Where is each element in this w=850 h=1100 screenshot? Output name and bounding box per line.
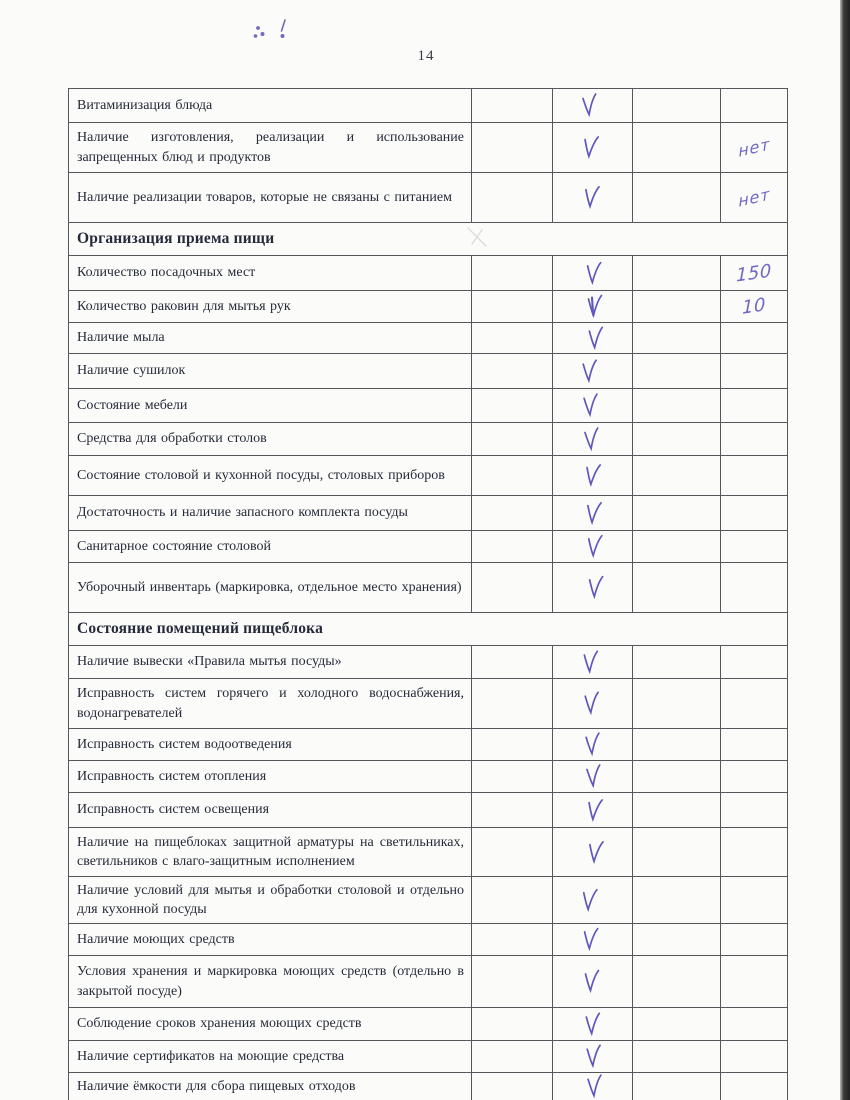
handwritten-check-icon (585, 575, 605, 600)
item-label: Исправность систем освещения (69, 793, 472, 828)
handwritten-check-icon (584, 797, 606, 823)
note-cell (721, 761, 788, 793)
note-cell (721, 531, 788, 563)
empty-cell (472, 423, 553, 456)
empty-cell (633, 1073, 721, 1100)
item-label: Санитарное состояние столовой (69, 531, 472, 563)
empty-cell (633, 496, 721, 531)
item-label: Витаминизация блюда (69, 89, 472, 123)
check-cell (553, 389, 633, 423)
empty-cell (472, 496, 553, 531)
checklist-table (68, 88, 788, 1100)
handwritten-check-icon (579, 92, 601, 118)
table-row (69, 828, 788, 877)
empty-cell (472, 646, 553, 679)
section-row (69, 223, 788, 256)
checklist-body (69, 89, 788, 1100)
handwritten-check-icon (581, 184, 602, 210)
empty-cell (472, 389, 553, 423)
handwritten-check-icon (582, 969, 602, 994)
table-row (69, 1008, 788, 1041)
handwritten-check-icon (580, 134, 602, 160)
empty-cell (472, 956, 553, 1008)
item-label: Наличие ёмкости для сбора пищевых отходов (69, 1073, 472, 1100)
handwritten-check-icon (583, 763, 605, 789)
check-cell (553, 828, 633, 877)
table-row (69, 761, 788, 793)
empty-cell (633, 389, 721, 423)
note-cell (721, 729, 788, 761)
ink-scribble-icon (238, 10, 298, 50)
handwritten-check-icon (579, 887, 600, 913)
check-cell (553, 256, 633, 291)
empty-cell (472, 323, 553, 354)
note-cell (721, 793, 788, 828)
item-label: Состояние мебели (69, 389, 472, 423)
note-cell (721, 423, 788, 456)
handwritten-note: 150 (736, 259, 772, 287)
item-label: Наличие изготовления, реализации и использование запрещенных блюд и продуктов (69, 123, 472, 173)
item-label: Исправность систем горячего и холодного водоснабжения, водонагревателей (69, 679, 472, 729)
check-cell (553, 877, 633, 924)
note-cell (721, 354, 788, 389)
item-label: Наличие условий для мытья и обработки столовой и отдельно для кухонной посуды (69, 877, 472, 924)
note-cell (721, 89, 788, 123)
item-label: Средства для обработки столов (69, 423, 472, 456)
handwritten-check-icon (579, 358, 600, 384)
table-row (69, 496, 788, 531)
empty-cell (633, 679, 721, 729)
table-row (69, 924, 788, 956)
item-label: Условия хранения и маркировка моющих средств (отдельно в закрытой посуде) (69, 956, 472, 1008)
table-row (69, 729, 788, 761)
item-label: Наличие на пищеблоках защитной арматуры на светильниках, светильников с влаго-защитным исполнением (69, 828, 472, 877)
table-row (69, 1041, 788, 1073)
table-row (69, 956, 788, 1008)
empty-cell (633, 1008, 721, 1041)
note-cell (721, 1008, 788, 1041)
handwritten-check-icon (580, 392, 601, 418)
check-cell (553, 793, 633, 828)
table-row (69, 323, 788, 354)
note-cell (721, 924, 788, 956)
item-label: Количество посадочных мест (69, 256, 472, 291)
note-cell (721, 1041, 788, 1073)
empty-cell (633, 531, 721, 563)
check-cell (553, 1008, 633, 1041)
note-cell (721, 496, 788, 531)
item-label: Наличие сушилок (69, 354, 472, 389)
table-row (69, 89, 788, 123)
empty-cell (472, 354, 553, 389)
check-cell (553, 123, 633, 173)
handwritten-note: нет (737, 133, 771, 161)
handwritten-check-icon (582, 1011, 602, 1036)
note-cell (721, 828, 788, 877)
note-cell (721, 563, 788, 613)
empty-cell (472, 563, 553, 613)
check-cell (553, 679, 633, 729)
check-cell (553, 761, 633, 793)
item-label: Количество раковин для мытья рук (69, 291, 472, 323)
empty-cell (633, 256, 721, 291)
check-cell (553, 924, 633, 956)
note-cell (721, 646, 788, 679)
empty-cell (633, 423, 721, 456)
empty-cell (633, 123, 721, 173)
section-header: Организация приема пищи (69, 223, 788, 256)
empty-cell (633, 646, 721, 679)
empty-cell (633, 793, 721, 828)
item-label: Состояние столовой и кухонной посуды, столовых приборов (69, 456, 472, 496)
table-row (69, 877, 788, 924)
check-cell (553, 646, 633, 679)
empty-cell (472, 173, 553, 223)
empty-cell (633, 877, 721, 924)
empty-cell (633, 1041, 721, 1073)
item-label: Наличие вывески «Правила мытья посуды» (69, 646, 472, 679)
item-label: Наличие сертификатов на моющие средства (69, 1041, 472, 1073)
note-cell (721, 323, 788, 354)
empty-cell (472, 924, 553, 956)
note-cell (721, 1073, 788, 1100)
empty-cell (472, 456, 553, 496)
table-row (69, 531, 788, 563)
table-row (69, 389, 788, 423)
table-row (69, 173, 788, 223)
handwritten-check-icon (581, 691, 602, 717)
item-label: Уборочный инвентарь (маркировка, отдельное место хранения) (69, 563, 472, 613)
note-cell (721, 291, 788, 323)
handwritten-check-icon (585, 839, 606, 865)
page-number: 14 (417, 48, 435, 64)
item-label: Исправность систем водоотведения (69, 729, 472, 761)
empty-cell (633, 89, 721, 123)
empty-cell (472, 1041, 553, 1073)
check-cell (553, 531, 633, 563)
empty-cell (633, 563, 721, 613)
table-row (69, 291, 788, 323)
check-cell (553, 89, 633, 123)
item-label: Достаточность и наличие запасного комплекта посуды (69, 496, 472, 531)
empty-cell (633, 354, 721, 389)
check-cell (553, 423, 633, 456)
handwritten-check-icon (585, 294, 605, 319)
check-cell (553, 496, 633, 531)
note-cell (721, 956, 788, 1008)
note-cell (721, 173, 788, 223)
handwritten-check-icon (583, 260, 603, 285)
check-cell (553, 1073, 633, 1100)
note-cell (721, 456, 788, 496)
empty-cell (633, 729, 721, 761)
handwritten-check-icon (584, 534, 605, 560)
handwritten-check-icon (582, 731, 603, 757)
check-cell (553, 354, 633, 389)
empty-cell (633, 323, 721, 354)
table-row (69, 256, 788, 291)
table-row (69, 793, 788, 828)
section-header: Состояние помещений пищеблока (69, 613, 788, 646)
empty-cell (472, 1073, 553, 1100)
check-cell (553, 1041, 633, 1073)
check-cell (553, 173, 633, 223)
table-row (69, 354, 788, 389)
empty-cell (472, 1008, 553, 1041)
check-cell (553, 456, 633, 496)
item-label: Наличие мыла (69, 323, 472, 354)
note-cell (721, 877, 788, 924)
table-row (69, 679, 788, 729)
check-cell (553, 956, 633, 1008)
empty-cell (472, 291, 553, 323)
empty-cell (472, 877, 553, 924)
empty-cell (472, 761, 553, 793)
empty-cell (633, 828, 721, 877)
handwritten-check-icon (584, 1073, 605, 1099)
check-cell (553, 323, 633, 354)
note-cell (721, 123, 788, 173)
table-row (69, 1073, 788, 1100)
empty-cell (472, 729, 553, 761)
handwritten-check-icon (583, 500, 604, 526)
table-row (69, 563, 788, 613)
empty-cell (633, 956, 721, 1008)
table-row (69, 456, 788, 496)
scan-edge-shadow (840, 0, 850, 1100)
empty-cell (472, 679, 553, 729)
handwritten-check-icon (580, 649, 600, 674)
item-label: Соблюдение сроков хранения моющих средств (69, 1008, 472, 1041)
handwritten-note: 10 (742, 294, 766, 319)
handwritten-check-icon (581, 426, 603, 452)
handwritten-check-icon (580, 927, 600, 952)
empty-cell (633, 924, 721, 956)
section-row (69, 613, 788, 646)
empty-cell (472, 828, 553, 877)
check-cell (553, 291, 633, 323)
empty-cell (472, 256, 553, 291)
check-cell (553, 729, 633, 761)
empty-cell (472, 89, 553, 123)
item-label: Наличие моющих средств (69, 924, 472, 956)
table-row (69, 423, 788, 456)
empty-cell (472, 123, 553, 173)
empty-cell (633, 173, 721, 223)
item-label: Наличие реализации товаров, которые не связаны с питанием (69, 173, 472, 223)
table-row (69, 123, 788, 173)
note-cell (721, 256, 788, 291)
check-cell (553, 563, 633, 613)
handwritten-note: нет (737, 183, 771, 211)
empty-cell (633, 761, 721, 793)
handwritten-check-icon (583, 1044, 604, 1070)
handwritten-check-icon (585, 325, 605, 350)
empty-cell (472, 793, 553, 828)
empty-cell (633, 456, 721, 496)
note-cell (721, 389, 788, 423)
handwritten-check-icon (582, 462, 604, 488)
empty-cell (633, 291, 721, 323)
note-cell (721, 679, 788, 729)
table-row (69, 646, 788, 679)
empty-cell (472, 531, 553, 563)
item-label: Исправность систем отопления (69, 761, 472, 793)
